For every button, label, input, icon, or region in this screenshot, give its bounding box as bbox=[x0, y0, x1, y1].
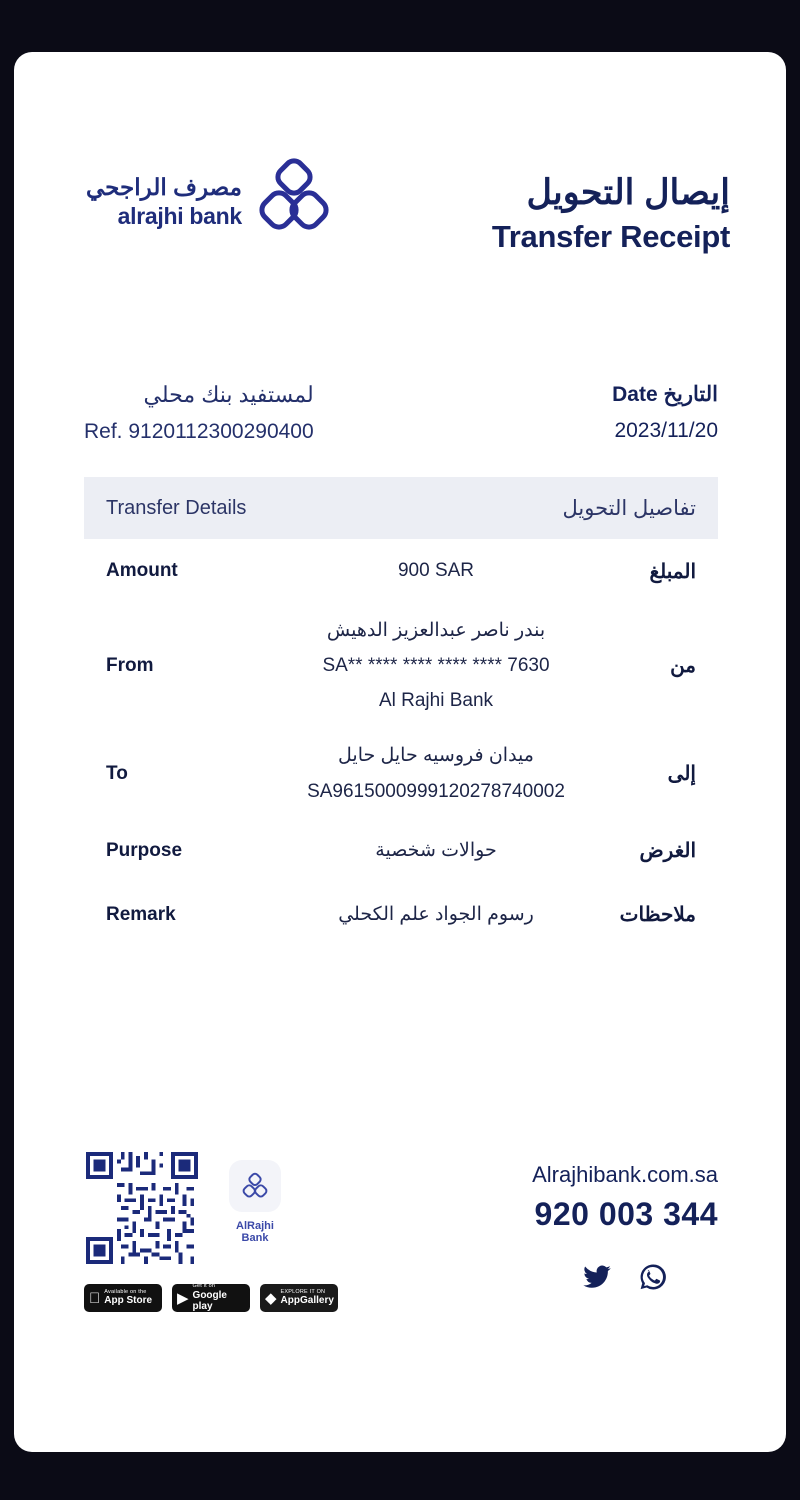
phone-number: 920 003 344 bbox=[534, 1196, 718, 1232]
table-row bbox=[84, 603, 718, 728]
whatsapp-icon[interactable] bbox=[638, 1262, 668, 1292]
contact-block bbox=[532, 1162, 718, 1233]
store-badge-big: App Store bbox=[93, 1295, 141, 1307]
beneficiary-type: لمستفيد بنك محلي bbox=[143, 382, 314, 407]
bank-brand bbox=[86, 157, 332, 247]
receipt-footer bbox=[14, 1144, 786, 1374]
store-badges bbox=[84, 1284, 338, 1312]
store-badge-text bbox=[281, 1289, 334, 1307]
row-value-line: ميدان فروسيه حايل حايل bbox=[338, 745, 534, 767]
table-row bbox=[84, 819, 718, 883]
table-row bbox=[84, 539, 718, 603]
store-badge-text bbox=[193, 1283, 245, 1312]
meta-right bbox=[612, 382, 718, 443]
row-value-line: SA** **** **** **** **** 7630 bbox=[322, 655, 550, 677]
date-value: 2023/11/20 bbox=[614, 419, 718, 442]
transfer-details-table bbox=[84, 477, 718, 947]
row-value-line: رسوم الجواد علم الكحلي bbox=[338, 904, 534, 926]
table-row bbox=[84, 728, 718, 818]
store-glyph-icon bbox=[89, 1291, 100, 1306]
bank-name-english: alrajhi bank bbox=[117, 203, 242, 229]
details-header-arabic: تفاصيل التحويل bbox=[562, 496, 696, 520]
app-icon-caption: AlRajhi Bank bbox=[236, 1220, 274, 1244]
store-badge-small: Get it on bbox=[192, 1283, 216, 1290]
google-play-badge[interactable] bbox=[172, 1284, 250, 1312]
date-label: التاريخ Date bbox=[612, 383, 718, 406]
app-store-badge[interactable] bbox=[84, 1284, 162, 1312]
store-glyph-icon: ▶ bbox=[177, 1289, 189, 1307]
details-header-row bbox=[84, 477, 718, 539]
store-glyph-icon: ◆ bbox=[265, 1289, 277, 1307]
row-label-arabic: إلى bbox=[667, 763, 696, 786]
receipt-header bbox=[14, 52, 786, 302]
row-label-english: From bbox=[106, 654, 154, 676]
row-label-arabic: الغرض bbox=[639, 840, 696, 863]
row-value bbox=[296, 553, 576, 588]
store-badge-text bbox=[93, 1289, 152, 1307]
table-row bbox=[84, 883, 718, 947]
row-label-arabic: ملاحظات bbox=[619, 904, 696, 927]
store-badge-small: Available on the bbox=[93, 1289, 136, 1296]
title-english: Transfer Receipt bbox=[491, 218, 730, 254]
title-arabic: إيصال التحويل bbox=[526, 173, 730, 212]
row-label-arabic: المبلغ bbox=[649, 560, 696, 583]
details-rows bbox=[84, 539, 718, 947]
app-gallery-badge[interactable] bbox=[260, 1284, 338, 1312]
row-value-line: 900 SAR bbox=[397, 560, 475, 582]
store-badge-big: AppGallery bbox=[280, 1295, 334, 1307]
row-value-line: بندر ناصر عبدالعزيز الدهيش bbox=[326, 620, 546, 641]
meta-left bbox=[84, 382, 314, 444]
qr-code[interactable] bbox=[86, 1152, 198, 1264]
row-label-english: Amount bbox=[106, 560, 178, 581]
row-label-english: Remark bbox=[106, 903, 176, 925]
app-icon-block bbox=[222, 1154, 288, 1244]
bank-brand-text bbox=[86, 173, 242, 231]
reference-number: Ref. 9120112300290400 bbox=[84, 420, 314, 443]
row-label-english: To bbox=[106, 762, 128, 784]
alrajhi-app-icon bbox=[229, 1160, 281, 1212]
store-badge-big: Google play bbox=[192, 1289, 227, 1313]
row-value-line: SA9615000999120278740002 bbox=[307, 780, 565, 802]
transfer-receipt-card bbox=[14, 52, 786, 1452]
row-value-line: Al Rajhi Bank bbox=[378, 690, 494, 712]
bank-name-arabic: مصرف الراجحي bbox=[86, 174, 242, 201]
row-value bbox=[296, 613, 576, 718]
row-label-english: Purpose bbox=[106, 839, 183, 861]
row-label-arabic: من bbox=[670, 655, 696, 678]
row-value bbox=[296, 738, 576, 808]
alrajhi-logo-icon bbox=[256, 157, 332, 247]
website-text[interactable]: Alrajhibank.com.sa bbox=[532, 1162, 718, 1187]
details-header-english: Transfer Details bbox=[106, 496, 247, 519]
twitter-icon[interactable] bbox=[582, 1262, 612, 1292]
page-title bbox=[492, 170, 730, 257]
social-links bbox=[582, 1262, 668, 1292]
receipt-meta bbox=[14, 382, 786, 492]
row-value bbox=[296, 897, 576, 932]
row-value-line: حوالات شخصية bbox=[375, 840, 497, 862]
store-badge-small: EXPLORE IT ON bbox=[280, 1289, 326, 1296]
row-value bbox=[296, 833, 576, 868]
